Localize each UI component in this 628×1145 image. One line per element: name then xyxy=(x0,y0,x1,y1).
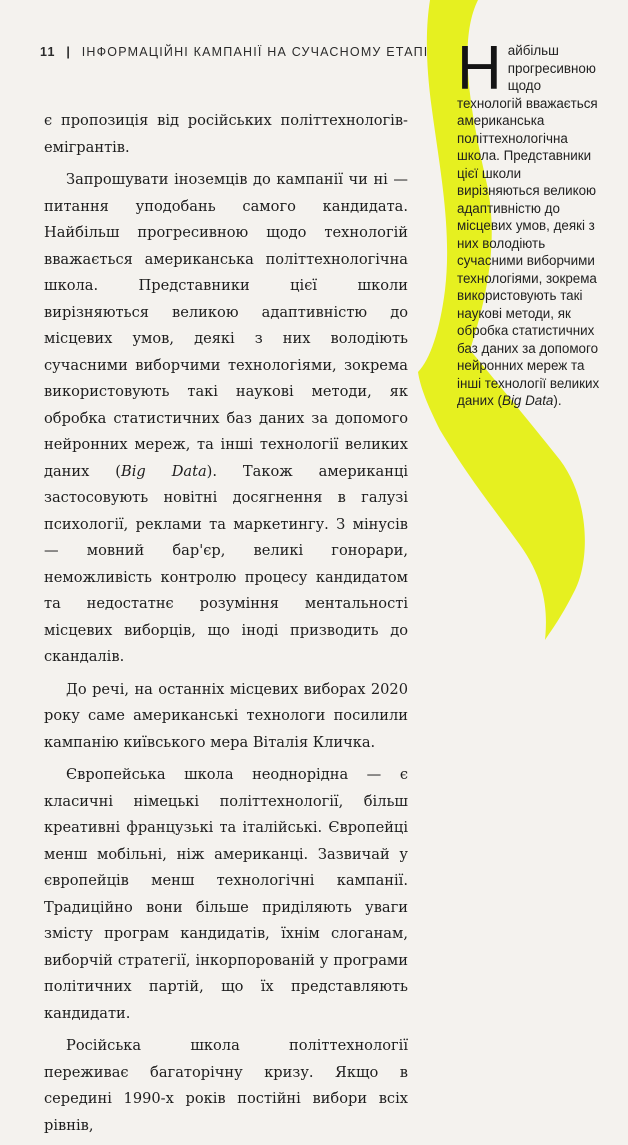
paragraph-2 xyxy=(44,167,408,671)
main-text xyxy=(44,108,408,1145)
drop-cap: Н xyxy=(457,34,502,103)
pull-quote-text-b: ). xyxy=(553,393,562,408)
header-separator: | xyxy=(66,45,72,59)
paragraph-3: До речі, на останніх місцевих виборах 2020 року саме американські технологи посилили кампанію київського мера Віталія Кличка. xyxy=(44,680,408,751)
big-data-term: Big Data xyxy=(121,462,207,480)
paragraph-4: Європейська школа неоднорідна — є класичні німецькі політтехнології, більш креативні французькі та італійські. Європейці менш мобільні, ніж американці. Зазвичай у європейців менш технологічні кампанії. Традиційно вони більше приділяють уваги змісту програм кандидатів, їхнім слоганам, виборчій стратегії, інкорпорованій у програми політичних партій, що їх представляють кандидати. xyxy=(44,766,408,1022)
pull-quote-text xyxy=(457,34,607,410)
running-header xyxy=(40,45,460,59)
pull-quote xyxy=(457,34,607,410)
page-number: 11 xyxy=(40,45,56,59)
pull-quote-text-a: айбільш прогресивною щодо технологій вважається американська політтехнологічна школа. Представники цієї школи вирізняються великою адаптивністю до місцевих умов, деякі з них володіють сучасними виборчими технологіями, зокрема використовують такі наукові методи, як обробка статистичних баз даних за допомого нейронних мереж та інші технології великих даних ( xyxy=(457,43,600,408)
pull-quote-big-data: Big Data xyxy=(502,393,554,408)
paragraph-1: є пропозиція від російських політтехнологів-емігрантів. xyxy=(44,112,408,156)
chapter-title: ІНФОРМАЦІЙНІ КАМПАНІЇ НА СУЧАСНОМУ ЕТАПІ xyxy=(81,45,429,59)
paragraph-2-text-b: ). Також американці застосовують новітні досягнення в галузі психології, реклами та маркетингу. З мінусів — мовний бар'єр, великі гонорари, неможливість контролю процесу кандидатом та недостатнє розуміння ментальності місцевих виборців, що іноді призводить до скандалів. xyxy=(44,462,408,665)
paragraph-2-text-a: Запрошувати іноземців до кампанії чи ні — питання уподобань самого кандидата. Найбільш прогресивною щодо технологій вважається американська політтехнологічна школа. Представники цієї школи вирізняються великою адаптивністю до місцевих умов, деякі з них володіють сучасними виборчими технологіями, зокрема використовують такі наукові методи, як обробка статистичних баз даних за допомого нейронних мереж, та інші технології великих даних ( xyxy=(44,171,408,480)
paragraph-5: Російська школа політтехнології переживає багаторічну кризу. Якщо в середині 1990-х років постійні вибори всіх рівнів, xyxy=(44,1037,408,1134)
